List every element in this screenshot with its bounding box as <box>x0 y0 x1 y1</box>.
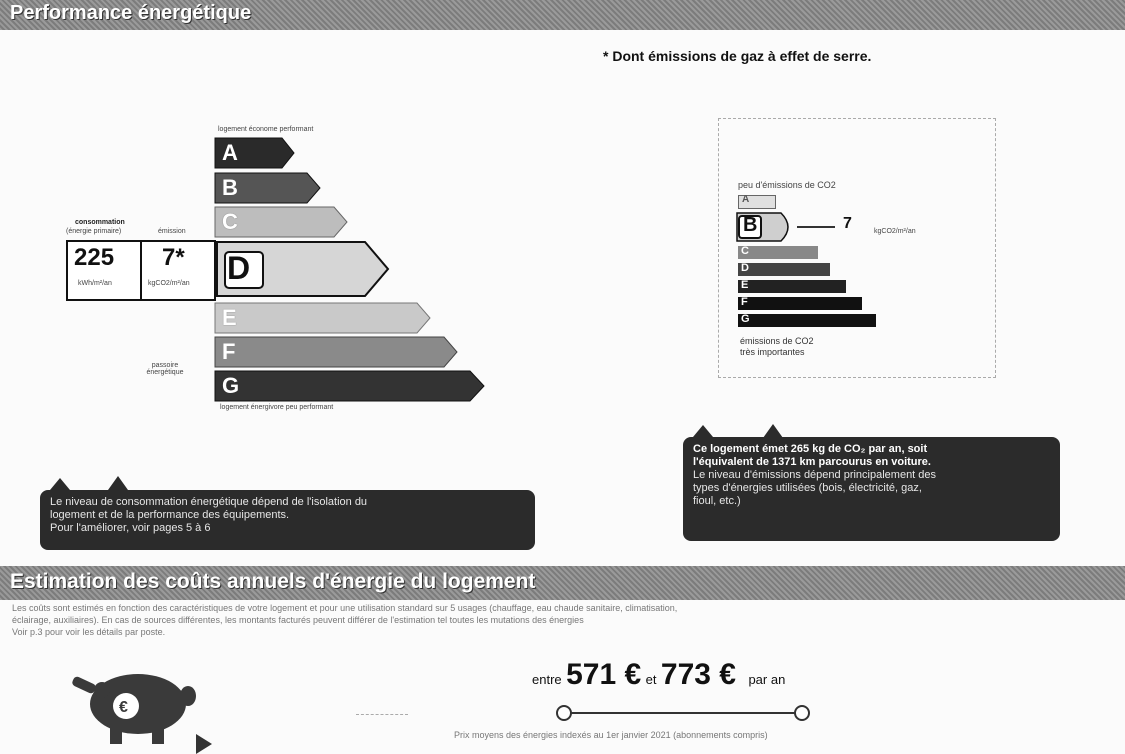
consumption-box <box>66 240 216 301</box>
section-title: Performance énergétique <box>10 2 252 24</box>
co2-callout <box>683 437 1060 541</box>
co2-band-f: F <box>738 297 862 310</box>
cost-between: entre <box>532 672 562 687</box>
co2-callout-pointer <box>763 424 783 438</box>
emission-unit: kgCO2/m²/an <box>148 280 190 287</box>
cost-low: 571 € <box>566 658 642 691</box>
co2-value: 7 <box>843 215 852 232</box>
consumption-value: 225 <box>74 244 115 271</box>
energy-callout-pointer <box>108 476 128 490</box>
energy-letter-a: A <box>222 140 238 165</box>
section-banner-performance <box>0 0 1125 30</box>
cost-per-year: par an <box>748 672 786 687</box>
costs-intro-2: éclairage, auxiliaires). En cas de sources différentes, les montants facturés peuvent différer de l'estimation tel toutes les mutations des énergies <box>12 615 584 625</box>
co2-top-label: peu d'émissions de CO2 <box>738 180 836 190</box>
energy-band-f <box>215 337 457 367</box>
energy-callout-line2: logement et de la performance des équipements. <box>50 509 290 521</box>
energy-current-class: D <box>227 250 251 286</box>
costs-intro-3: Voir p.3 pour voir les détails par poste. <box>12 627 166 637</box>
ges-footnote: * Dont émissions de gaz à effet de serre. <box>603 48 872 64</box>
section-banner-costs <box>0 566 1125 600</box>
energy-bottom-label: logement énergivore peu performant <box>220 404 334 411</box>
energy-callout-line3: Pour l'améliorer, voir pages 5 à 6 <box>50 522 211 534</box>
co2-unit: kgCO2/m²/an <box>874 228 916 235</box>
co2-callout-line3: Le niveau d'émissions dépend principalement des <box>693 469 937 481</box>
energy-letter-b: B <box>222 175 238 200</box>
costs-intro-1: Les coûts sont estimés en fonction des caractéristiques de votre logement et pour une utilisation standard sur 5 usages (chauffage, eau chaude sanitaire, climatisation, <box>12 603 678 613</box>
emission-value: 7* <box>162 244 185 271</box>
section-title-costs: Estimation des coûts annuels d'énergie du logement <box>10 570 536 593</box>
energy-letter-g: G <box>222 373 240 398</box>
energy-callout-line1: Le niveau de consommation énergétique dépend de l'isolation du <box>50 496 368 508</box>
energy-letter-f: F <box>222 339 236 364</box>
co2-callout-line2: l'équivalent de 1371 km parcourus en voiture. <box>693 456 931 468</box>
cost-range <box>532 658 785 692</box>
co2-band-g: G <box>738 314 876 327</box>
consumption-label: consommation <box>75 219 125 226</box>
consumption-sublabel: (énergie primaire) <box>66 228 122 235</box>
price-note: Prix moyens des énergies indexés au 1er janvier 2021 (abonnements compris) <box>454 730 768 740</box>
energy-band-g <box>215 371 484 401</box>
energy-top-label: logement économe performant <box>218 126 314 133</box>
consumption-unit: kWh/m²/an <box>78 280 112 287</box>
co2-band-a: A <box>738 195 776 209</box>
cost-range-bar <box>550 702 816 724</box>
co2-bottom-label-1: émissions de CO2 <box>740 336 814 346</box>
energy-callout <box>40 490 535 550</box>
svg-text:€: € <box>119 699 128 716</box>
arrow-icon <box>196 734 212 754</box>
energy-letter-e: E <box>222 305 237 330</box>
dotted-leader <box>356 714 408 715</box>
co2-band-d: D <box>738 263 830 276</box>
co2-current-class: B <box>743 214 758 236</box>
emission-label: émission <box>158 228 186 235</box>
co2-callout-line5: fioul, etc.) <box>693 495 741 507</box>
passoire-label: passoire énergétique <box>146 362 184 376</box>
co2-band-c: C <box>738 246 818 259</box>
piggy-bank-icon <box>68 662 198 750</box>
co2-callout-line4: types d'énergies utilisées (bois, électricité, gaz, <box>693 482 922 494</box>
cost-high: 773 € <box>660 658 736 691</box>
energy-letter-c: C <box>222 209 238 234</box>
co2-callout-line1: Ce logement émet 265 kg de CO₂ par an, soit <box>693 443 928 455</box>
co2-band-e: E <box>738 280 846 293</box>
co2-bottom-label-2: très importantes <box>740 347 805 357</box>
cost-and: et <box>645 672 657 687</box>
energy-band-e <box>215 303 430 333</box>
co2-pointer-line <box>797 226 835 228</box>
